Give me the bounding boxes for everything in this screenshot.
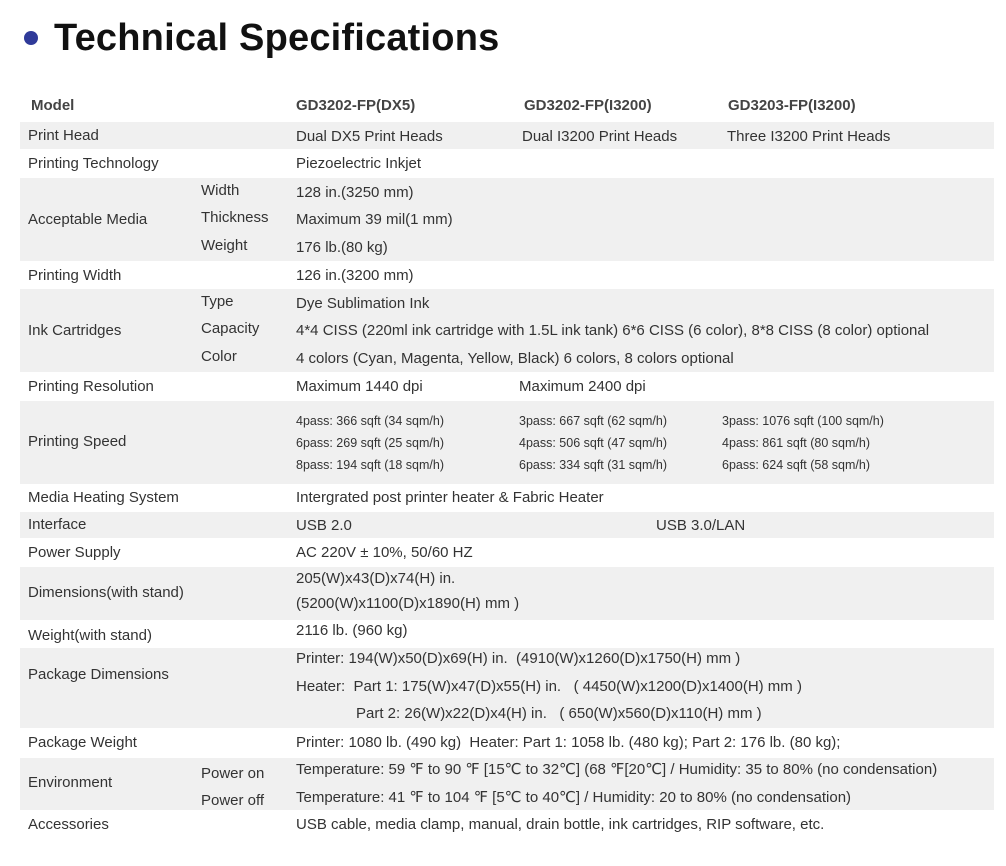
- header-model-2: GD3202-FP(I3200): [524, 97, 652, 114]
- ink-color-label: Color: [201, 348, 237, 365]
- row-label: Dimensions(with stand): [28, 584, 184, 601]
- resolution-value-1: Maximum 1440 dpi: [296, 378, 423, 395]
- header-model-3: GD3203-FP(I3200): [728, 97, 856, 114]
- accessories-value: USB cable, media clamp, manual, drain bottle, ink cartridges, RIP software, etc.: [296, 816, 825, 833]
- power-supply-value: AC 220V ± 10%, 50/60 HZ: [296, 544, 473, 561]
- row-power-supply: [20, 539, 994, 566]
- speed-col1-line3: 8pass: 194 sqft (18 sqm/h): [296, 458, 444, 472]
- media-thickness-label: Thickness: [201, 209, 269, 226]
- interface-value-2: USB 3.0/LAN: [656, 517, 746, 534]
- page-title-block: [24, 12, 499, 64]
- media-weight-value: 176 lb.(80 kg): [296, 239, 388, 256]
- ink-color-value: 4 colors (Cyan, Magenta, Yellow, Black) 6 colors, 8 colors optional: [296, 350, 734, 367]
- table-header-row: [20, 92, 994, 120]
- bullet-dot-icon: [24, 31, 38, 45]
- dimensions-line1: 205(W)x43(D)x74(H) in.: [296, 570, 456, 587]
- media-width-value: 128 in.(3250 mm): [296, 184, 414, 201]
- row-label: Printing Technology: [28, 155, 159, 172]
- speed-col2-line3: 6pass: 334 sqft (31 sqm/h): [519, 458, 667, 472]
- row-acceptable-media: [20, 178, 994, 261]
- ink-type-label: Type: [201, 293, 234, 310]
- printing-width-value: 126 in.(3200 mm): [296, 267, 414, 284]
- package-dimensions-line1: Printer: 194(W)x50(D)x69(H) in. (4910(W)x1260(D)x1750(H) mm ): [296, 650, 741, 667]
- media-heating-value: Intergrated post printer heater & Fabric Heater: [296, 489, 604, 506]
- package-dimensions-line2: Heater: Part 1: 175(W)x47(D)x55(H) in. ( 4450(W)x1200(D)x1400(H) mm ): [296, 678, 802, 695]
- environment-power-on-label: Power on: [201, 765, 265, 782]
- speed-col1-line1: 4pass: 366 sqft (34 sqm/h): [296, 414, 444, 428]
- row-printing-width: [20, 262, 994, 288]
- row-label: Media Heating System: [28, 489, 179, 506]
- print-head-value-2: Dual I3200 Print Heads: [522, 128, 678, 145]
- row-package-weight: [20, 729, 994, 757]
- header-model-label: Model: [31, 97, 75, 114]
- row-environment: [20, 758, 994, 810]
- package-weight-value: Printer: 1080 lb. (490 kg) Heater: Part 1: 1058 lb. (480 kg); Part 2: 176 lb. (80 kg);: [296, 734, 841, 751]
- package-dimensions-line3: Part 2: 26(W)x22(D)x4(H) in. ( 650(W)x560(D)x110(H) mm ): [356, 705, 762, 722]
- row-label: Interface: [28, 516, 87, 533]
- media-width-label: Width: [201, 182, 240, 199]
- environment-power-off-label: Power off: [201, 792, 265, 809]
- row-package-dimensions: [20, 648, 994, 728]
- page-title: Technical Specifications: [54, 16, 500, 59]
- row-label: Printing Resolution: [28, 378, 154, 395]
- row-label: Weight(with stand): [28, 627, 152, 644]
- speed-col2-line1: 3pass: 667 sqft (62 sqm/h): [519, 414, 667, 428]
- row-print-head: [20, 122, 994, 149]
- ink-type-value: Dye Sublimation Ink: [296, 295, 430, 312]
- row-label: Accessories: [28, 816, 109, 833]
- row-label: Environment: [28, 774, 113, 791]
- environment-power-on-value: Temperature: 59 ℉ to 90 ℉ [15℃ to 32℃] (68 ℉[20℃] / Humidity: 35 to 80% (no condensation): [296, 761, 938, 778]
- speed-col2-line2: 4pass: 506 sqft (47 sqm/h): [519, 436, 667, 450]
- environment-power-off-value: Temperature: 41 ℉ to 104 ℉ [5℃ to 40℃] / Humidity: 20 to 80% (no condensation): [296, 789, 852, 806]
- print-head-value-1: Dual DX5 Print Heads: [296, 128, 443, 145]
- media-weight-label: Weight: [201, 237, 248, 254]
- row-weight: [20, 621, 994, 647]
- row-dimensions: [20, 567, 994, 620]
- speed-col1-line2: 6pass: 269 sqft (25 sqm/h): [296, 436, 444, 450]
- speed-col3-line1: 3pass: 1076 sqft (100 sqm/h): [722, 414, 884, 428]
- row-printing-technology: [20, 151, 994, 177]
- ink-capacity-value: 4*4 CISS (220ml ink cartridge with 1.5L ink tank) 6*6 CISS (6 color), 8*8 CISS (8 color) optional: [296, 322, 930, 339]
- media-thickness-value: Maximum 39 mil(1 mm): [296, 211, 453, 228]
- resolution-value-2: Maximum 2400 dpi: [519, 378, 646, 395]
- printing-technology-value: Piezoelectric Inkjet: [296, 155, 422, 172]
- row-label: Printing Width: [28, 267, 122, 284]
- weight-value: 2116 lb. (960 kg): [296, 622, 408, 639]
- row-label: Package Dimensions: [28, 666, 169, 683]
- dimensions-line2: (5200(W)x1100(D)x1890(H) mm ): [296, 595, 520, 612]
- ink-capacity-label: Capacity: [201, 320, 260, 337]
- speed-col3-line3: 6pass: 624 sqft (58 sqm/h): [722, 458, 870, 472]
- row-label: Ink Cartridges: [28, 322, 122, 339]
- row-interface: [20, 512, 994, 538]
- row-label: Power Supply: [28, 544, 121, 561]
- row-label: Package Weight: [28, 734, 137, 751]
- interface-value-1: USB 2.0: [296, 517, 352, 534]
- row-label: Print Head: [28, 127, 99, 144]
- row-printing-resolution: [20, 373, 994, 400]
- speed-col3-line2: 4pass: 861 sqft (80 sqm/h): [722, 436, 870, 450]
- row-accessories: [20, 811, 994, 839]
- header-model-1: GD3202-FP(DX5): [296, 97, 416, 114]
- print-head-value-3: Three I3200 Print Heads: [727, 128, 891, 145]
- row-printing-speed: [20, 401, 994, 484]
- row-media-heating: [20, 485, 994, 511]
- row-label: Printing Speed: [28, 433, 127, 450]
- row-ink-cartridges: [20, 289, 994, 372]
- row-label: Acceptable Media: [28, 211, 148, 228]
